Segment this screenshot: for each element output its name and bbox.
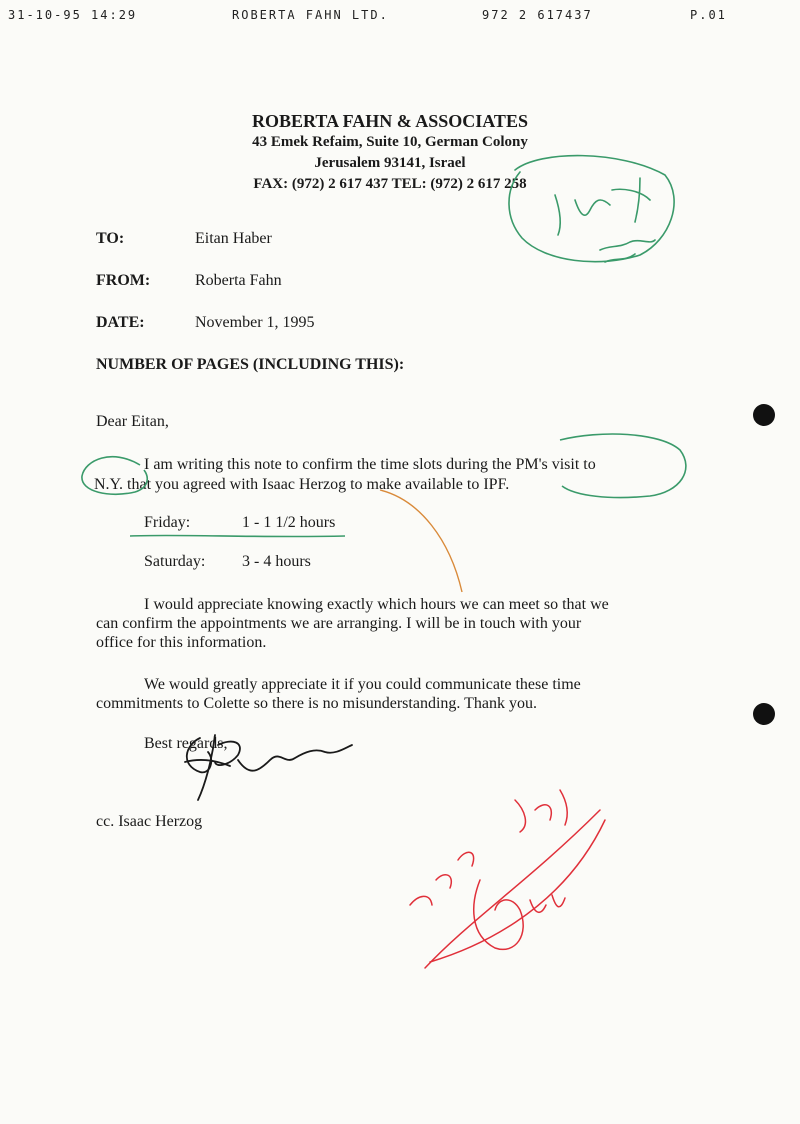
paragraph-2-line-3: office for this information. [96, 634, 267, 651]
schedule-hours-friday: 1 - 1 1/2 hours [242, 514, 336, 531]
schedule-day-saturday: Saturday: [144, 553, 206, 570]
paragraph-3-line-2: commitments to Colette so there is no misunderstanding. Thank you. [96, 695, 537, 712]
cc-line: cc. Isaac Herzog [96, 813, 203, 830]
paragraph-2-line-2: can confirm the appointments we are arranging. I will be in touch with your [96, 615, 582, 632]
address-line-2: Jerusalem 93141, Israel [314, 155, 466, 171]
to-value: Eitan Haber [195, 230, 272, 247]
pages-label: NUMBER OF PAGES (INCLUDING THIS): [96, 356, 405, 373]
schedule-hours-saturday: 3 - 4 hours [242, 553, 311, 570]
green-handwritten-note [509, 156, 674, 262]
green-oval-pm-visit [560, 434, 686, 498]
to-label: TO: [96, 230, 125, 247]
date-value: November 1, 1995 [195, 314, 315, 331]
paragraph-2-line-1: I would appreciate knowing exactly which hours we can meet so that we [144, 596, 609, 613]
green-circle-ny [82, 457, 147, 495]
paragraph-3-line-1: We would greatly appreciate it if you could communicate these time [144, 676, 581, 693]
company-name: ROBERTA FAHN & ASSOCIATES [252, 111, 528, 131]
fax-phone: 972 2 617437 [482, 8, 593, 22]
fax-page-number: P.01 [690, 8, 727, 22]
paragraph-1-line-1: I am writing this note to confirm the time slots during the PM's visit to [144, 456, 596, 473]
paragraph-1-line-2: N.Y. that you agreed with Isaac Herzog to make available to IPF. [94, 476, 510, 493]
fax-sender: ROBERTA FAHN LTD. [232, 8, 389, 22]
closing: Best regards, [144, 735, 228, 752]
red-handwritten-annotation [410, 790, 605, 968]
address-line-1: 43 Emek Refaim, Suite 10, German Colony [252, 134, 528, 150]
orange-arc-mark [380, 490, 462, 592]
signature [185, 735, 352, 800]
contact-line: FAX: (972) 2 617 437 TEL: (972) 2 617 258 [253, 176, 527, 192]
from-label: FROM: [96, 272, 151, 289]
date-label: DATE: [96, 314, 145, 331]
salutation: Dear Eitan, [96, 413, 169, 430]
green-underline-friday [130, 535, 345, 536]
from-value: Roberta Fahn [195, 272, 282, 289]
fax-datetime: 31-10-95 14:29 [8, 8, 138, 22]
schedule-day-friday: Friday: [144, 514, 191, 531]
